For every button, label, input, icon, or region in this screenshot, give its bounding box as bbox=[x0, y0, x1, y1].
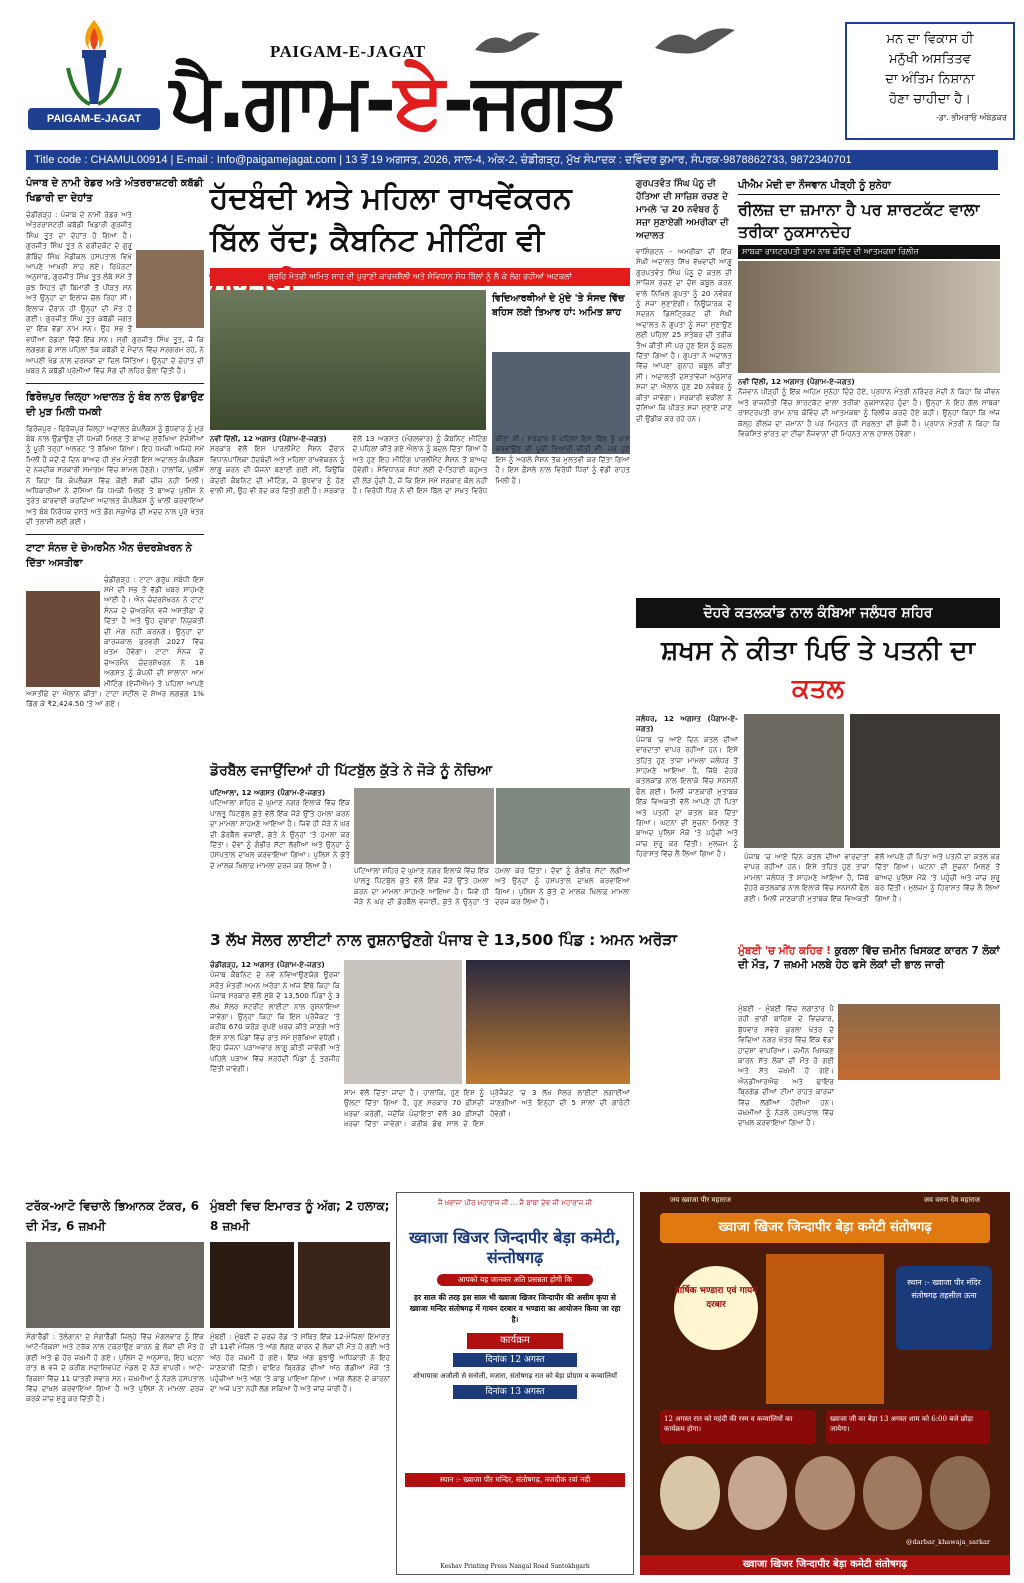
article-strip: ਸਾਬਕਾ ਰਾਸ਼ਟਰਪਤੀ ਰਾਮ ਨਾਥ ਕੋਵਿੰਦ ਦੀ ਆਤਮਕਥਾ ਰਿਲੀਜ਼ bbox=[738, 245, 1000, 259]
mumbai-rain-headline: ਮੁੰਬਈ 'ਚ ਮੀਂਹ ਕਹਿਰ ! ਕੁਰਲਾ ਵਿੱਚ ਜ਼ਮੀਨ ਖਿਸਕਣ ਕਾਰਨ 7 ਲੋਕਾਂ ਦੀ ਮੌਤ, 7 ਜ਼ਖ਼ਮੀ ਮਲਬੇ ਹੇਠ ਫਸੇ ਲੋਕਾਂ ਦੀ ਭਾਲ ਜਾਰੀ bbox=[738, 945, 1000, 971]
ad-title: ख्वाजा खिजर जिन्दापीर बेड़ा कमेटी, संन्तोषगढ़ bbox=[409, 1228, 621, 1267]
landslide-photo bbox=[838, 1004, 1000, 1080]
jalandhar-headline: ਸ਼ਖਸ ਨੇ ਕੀਤਾ ਪਿਓ ਤੇ ਪਤਨੀ ਦਾ ਕਤਲ bbox=[661, 636, 975, 704]
mumbai-rain-body: ਮੁੰਬਈ - ਮੁੰਬਈ ਵਿੱਚ ਲਗਾਤਾਰ ਪੈ ਰਹੀ ਭਾਰੀ ਬਾਰਿਸ਼ ਦੇ ਵਿਚਕਾਰ, ਬੁੱਧਵਾਰ ਸਵੇਰੇ ਕੁਰਲਾ ਖੇਤਰ ਦੇ ਵਿਦਿਆ ਨਗਰ ਖੇਤਰ ਵਿੱਚ ਇੱਕ ਵੱਡਾ ਹਾਦਸਾ ਵਾਪਰਿਆ। ਜ਼ਮੀਨ ਖਿਸਕਣ ਕਾਰਨ ਸੱਤ ਲੋਕਾਂ ਦੀ ਮੌਤ ਹੋ ਗਈ ਅਤੇ ਸੱਤ ਜ਼ਖ਼ਮੀ ਹੋ ਗਏ। ਐਨਡੀਆਰਐਫ ਅਤੇ ਫਾਇਰ ਬ੍ਰਿਗੇਡ ਦੀਆਂ ਟੀਮਾਂ ਰਾਹਤ ਕਾਰਜਾਂ ਵਿੱਚ ਲੱਗੀਆਂ ਹੋਈਆਂ ਹਨ। ਜ਼ਖ਼ਮੀਆਂ ਨੂੰ ਨੇੜਲੇ ਹਸਪਤਾਲ ਵਿੱਚ ਦਾਖ਼ਲ ਕਰਵਾਇਆ ਗਿਆ ਹੈ। bbox=[738, 1004, 834, 1128]
title-part-3: -ਜਗਤ bbox=[442, 56, 618, 145]
ad2-badge: वार्षिक भण्डारा एवं गायन दरबार bbox=[674, 1266, 758, 1350]
quote-line: ਮਨ ਦਾ ਵਿਕਾਸ ਹੀ bbox=[886, 32, 974, 47]
ad-subtitle: आपको यह जानकर अति प्रसन्नता होगी कि bbox=[437, 1274, 593, 1286]
ad2-info-2: ख्वाजा जी का बेड़ा 13 अगस्त शाम को 6:00 बजे छोड़ा जायेगा। bbox=[826, 1410, 990, 1444]
cctv-photo-1 bbox=[354, 788, 494, 864]
article-headline: ਰੀਲਜ਼ ਦਾ ਜ਼ਮਾਨਾ ਹੈ ਪਰ ਸ਼ਾਰਟਕੱਟ ਵਾਲਾ ਤਰੀਕਾ ਨੁਕਸਾਨਦੇਹ bbox=[738, 200, 980, 241]
quote-author: -ਡਾ. ਭੀਮਰਾਓ ਅੰਬੇਡਕਰ bbox=[935, 113, 1007, 122]
police-photo bbox=[744, 714, 844, 848]
headline-subtitle-strip: ਗ੍ਰਹਿ ਮੰਤਰੀ ਅਮਿਤ ਸ਼ਾਹ ਦੀ ਪੁਰਾਣੀ ਕਾਰਜਸ਼ੈਲੀ ਅਤੇ ਸੰਵਿਧਾਨ ਸੋਧ ਬਿੱਲਾਂ ਨੂੰ ਲੈ ਕੇ ਲੱਗ ਰਹੀਆਂ ਅਟਕਲਾਂ bbox=[210, 268, 630, 286]
article-body: ਵਾਸ਼ਿੰਗਟਨ - ਅਮਰੀਕਾ ਦੀ ਇੱਕ ਸੰਘੀ ਅਦਾਲਤ ਸਿੱਖ ਵੱਖਵਾਦੀ ਆਗੂ ਗੁਰਪਤਵੰਤ ਸਿੰਘ ਪੰਨੂ ਦੇ ਕਤਲ ਦੀ ਸਾਜ਼ਿਸ਼ ਰਚਣ ਦਾ ਦੋਸ਼ ਕਬੂਲ ਕਰਨ ਵਾਲੇ ਨਿਖਿਲ ਗੁਪਤਾ ਨੂੰ 20 ਨਵੰਬਰ ਨੂੰ ਸਜ਼ਾ ਸੁਣਾਏਗੀ। ਨਿਊਯਾਰਕ ਦੇ ਸਦਰਨ ਡਿਸਟ੍ਰਿਕਟ ਦੀ ਸੰਘੀ ਅਦਾਲਤ ਨੇ ਗੁਪਤਾ ਨੂੰ ਸਜ਼ਾ ਸੁਣਾਉਣ ਲਈ ਪਹਿਲਾਂ 25 ਸਤੰਬਰ ਦੀ ਤਰੀਕ ਤੈਅ ਕੀਤੀ ਸੀ ਪਰ ਹੁਣ ਇਸ ਨੂੰ ਬਦਲ ਦਿੱਤਾ ਗਿਆ ਹੈ। ਗੁਪਤਾ ਨੇ ਅਦਾਲਤ ਵਿੱਚ ਆਪਣਾ ਗੁਨਾਹ ਕਬੂਲ ਕੀਤਾ ਸੀ। ਅਦਾਲਤੀ ਦਸਤਾਵੇਜ਼ਾਂ ਅਨੁਸਾਰ ਸਜ਼ਾ ਦਾ ਐਲਾਨ ਹੁਣ 20 ਨਵੰਬਰ ਨੂੰ ਕੀਤਾ ਜਾਵੇਗਾ। ਸਰਕਾਰੀ ਵਕੀਲਾਂ ਨੇ ਦੱਸਿਆ ਕਿ ਪੀੜਤ ਸਜ਼ਾ ਸੁਣਾਏ ਜਾਣ ਦੀ ਉਡੀਕ ਕਰ ਰਹੇ ਹਨ। bbox=[636, 247, 732, 423]
modi-photo bbox=[738, 261, 1000, 373]
pitbull-headline: ਡੋਰਬੈੱਲ ਵਜਾਉਂਦਿਆਂ ਹੀ ਪਿੱਟਬੁੱਲ ਕੁੱਤੇ ਨੇ ਜੋੜੇ ਨੂੰ ਨੋਚਿਆ bbox=[210, 763, 493, 779]
solar-body: ਚੰਡੀਗੜ੍ਹ, 12 ਅਗਸਤ (ਪੈਗਾਮ-ਏ-ਜਗਤ) ਪੰਜਾਬ ਕੈਬਨਿਟ ਦੇ ਨਵੇਂ ਨਵਿਆਉਣਯੋਗ ਊਰਜਾ ਸਰੋਤ ਮੰਤਰੀ ਅਮਨ ਅਰੋੜਾ ਨੇ ਅੱਜ ਇੱਥੇ ਕਿਹਾ ਕਿ ਪੰਜਾਬ ਸਰਕਾਰ ਵੱਲੋਂ ਸੂਬੇ ਦੇ 13,500 ਪਿੰਡਾਂ ਨੂੰ 3 ਲੱਖ ਸੋਲਰ ਸਟਰੀਟ ਲਾਈਟਾਂ ਨਾਲ ਰੁਸ਼ਨਾਇਆ ਜਾਵੇਗਾ। ਉਨ੍ਹਾਂ ਕਿਹਾ ਕਿ ਇਸ ਪ੍ਰੋਜੈਕਟ 'ਤੇ ਕਰੀਬ 670 ਕਰੋੜ ਰੁਪਏ ਖ਼ਰਚ ਕੀਤੇ ਜਾਣਗੇ ਅਤੇ ਇਸ ਨਾਲ ਪਿੰਡਾਂ ਵਿੱਚ ਰਾਤ ਸਮੇਂ ਸੁਰੱਖਿਆ ਵਧੇਗੀ। ਇਹ ਯੋਜਨਾ ਪੜਾਅਵਾਰ ਲਾਗੂ ਕੀਤੀ ਜਾਵੇਗੀ ਅਤੇ ਪਹਿਲੇ ਪੜਾਅ ਵਿੱਚ ਸਰਹੱਦੀ ਪਿੰਡਾਂ ਨੂੰ ਤਰਜੀਹ ਦਿੱਤੀ ਜਾਵੇਗੀ। bbox=[210, 960, 340, 1074]
left-column bbox=[26, 176, 204, 1180]
pannu-column bbox=[636, 178, 732, 588]
quote-line: ਹੋਣਾ ਚਾਹੀਦਾ ਹੈ। bbox=[889, 92, 971, 107]
player-photo bbox=[136, 250, 204, 328]
portrait bbox=[660, 1456, 720, 1530]
jalandhar-banner: ਦੋਹਰੇ ਕਤਲਕਾਂਡ ਨਾਲ ਕੰਬਿਆ ਜਲੰਧਰ ਸ਼ਹਿਰ bbox=[636, 598, 1000, 628]
logo bbox=[24, 12, 164, 140]
title-part-2: ਏ bbox=[394, 56, 443, 145]
chairman-photo bbox=[26, 591, 100, 687]
ad-printer: Keshav Printing Press Nangal Road Santokhgarh bbox=[440, 1563, 590, 1570]
pitbull-body-2: ਪਟਿਆਲਾ ਸ਼ਹਿਰ ਦੇ ਘੁਮਾਣ ਨਗਰ ਇਲਾਕੇ ਵਿੱਚ ਇੱਕ ਪਾਲਤੂ ਪਿੱਟਬੁੱਲ ਕੁੱਤੇ ਵੱਲੋਂ ਇੱਕ ਜੋੜੇ ਉੱਤੇ ਹਮਲਾ ਕਰਨ ਦਾ ਮਾਮਲਾ ਸਾਹਮਣੇ ਆਇਆ ਹੈ। ਜਿਵੇਂ ਹੀ ਜੋੜੇ ਨੇ ਘਰ ਦੀ ਡੋਰਬੈੱਲ ਵਜਾਈ, ਕੁੱਤੇ ਨੇ ਉਨ੍ਹਾਂ 'ਤੇ ਹਮਲਾ ਕਰ ਦਿੱਤਾ। ਦੋਵਾਂ ਨੂੰ ਗੰਭੀਰ ਸੱਟਾਂ ਲੱਗੀਆਂ ਅਤੇ ਉਨ੍ਹਾਂ ਨੂੰ ਹਸਪਤਾਲ ਦਾਖ਼ਲ ਕਰਵਾਇਆ ਗਿਆ। ਪੁਲਿਸ ਨੇ ਕੁੱਤੇ ਦੇ ਮਾਲਕ ਖ਼ਿਲਾਫ਼ ਮਾਮਲਾ ਦਰਜ ਕਰ ਲਿਆ ਹੈ। bbox=[354, 866, 630, 907]
solar-headline: 3 ਲੱਖ ਸੋਲਰ ਲਾਈਟਾਂ ਨਾਲ ਰੁਸ਼ਨਾਉਣਗੇ ਪੰਜਾਬ ਦੇ 13,500 ਪਿੰਡ : ਅਮਨ ਅਰੋੜਾ bbox=[210, 931, 677, 949]
portrait bbox=[728, 1456, 788, 1530]
ad-day-1: दिनांक 12 अगस्त bbox=[453, 1353, 577, 1367]
fire-body: ਮੁੰਬਈ : ਮੁੰਬਈ ਦੇ ਚਰਚ ਰੋਡ 'ਤੇ ਸਥਿਤ ਇੱਕ 12-ਮੰਜ਼ਿਲਾ ਇਮਾਰਤ ਦੀ 11ਵੀਂ ਮੰਜ਼ਿਲ 'ਤੇ ਅੱਗ ਲੱਗਣ ਕਾਰਨ ਦੋ ਲੋਕਾਂ ਦੀ ਮੌਤ ਹੋ ਗਈ ਅਤੇ ਅੱਠ ਹੋਰ ਜ਼ਖ਼ਮੀ ਹੋ ਗਏ। ਇੱਕ ਅੱਗ ਬੁਝਾਊ ਅਧਿਕਾਰੀ ਨੇ ਇਹ ਜਾਣਕਾਰੀ ਦਿੱਤੀ। ਫਾਇਰ ਬ੍ਰਿਗੇਡ ਦੀਆਂ ਅੱਠ ਗੱਡੀਆਂ ਮੌਕੇ 'ਤੇ ਪਹੁੰਚੀਆਂ ਅਤੇ ਅੱਗ 'ਤੇ ਕਾਬੂ ਪਾਇਆ ਗਿਆ। ਅੱਗ ਲੱਗਣ ਦੇ ਕਾਰਨਾਂ ਦਾ ਅਜੇ ਪਤਾ ਨਹੀਂ ਲੱਗ ਸਕਿਆ ਹੈ ਅਤੇ ਜਾਂਚ ਜਾਰੀ ਹੈ। bbox=[210, 1332, 390, 1394]
title-part-1: ਪੈ.ਗਾਮ- bbox=[170, 56, 395, 145]
ad2-info-1: 12 अगस्त रात को महंदी की रस्म व कव्वालियों का कार्यक्रम होगा। bbox=[660, 1410, 816, 1444]
portrait bbox=[930, 1456, 990, 1530]
fire-photo-2 bbox=[298, 1242, 390, 1328]
ad-khwaja-khizar-1 bbox=[396, 1192, 634, 1575]
ad2-top: जय ख्वाजा पीर महाराज जय वरुण देव महाराज bbox=[670, 1196, 980, 1204]
newspaper-title bbox=[170, 58, 617, 144]
article-headline: ਫਿਰੋਜ਼ਪੁਰ ਜ਼ਿਲ੍ਹਾ ਅਦਾਲਤ ਨੂੰ ਬੰਬ ਨਾਲ ਉਡਾਉਣ ਦੀ ਮੁੜ ਮਿਲੀ ਧਮਕੀ bbox=[26, 391, 204, 418]
portrait bbox=[795, 1456, 855, 1530]
ad2-portraits bbox=[660, 1456, 990, 1530]
modi-article: ਪੀਐਮ ਮੋਦੀ ਦਾ ਨੌਜਵਾਨ ਪੀੜ੍ਹੀ ਨੂੰ ਸੁਨੇਹਾ ਰੀਲਜ਼ ਦਾ ਜ਼ਮਾਨਾ ਹੈ ਪਰ ਸ਼ਾਰਟਕੱਟ ਵਾਲਾ ਤਰੀਕਾ ਨੁਕਸਾਨਦੇਹ ਸਾਬਕਾ ਰਾਸ਼ਟਰਪਤੀ ਰਾਮ ਨਾਥ ਕੋਵਿੰਦ ਦੀ ਆਤਮਕਥਾ ਰਿਲੀਜ਼ ਨਵੀਂ ਦਿੱਲੀ, 12 ਅਗਸਤ (ਪੈਗਾਮ-ਏ-ਜਗਤ) ਨੌਜਵਾਨ ਪੀੜ੍ਹੀ ਨੂੰ ਇੱਕ ਅਹਿਮ ਸੁਨੇਹਾ ਦਿੰਦੇ ਹੋਏ, ਪ੍ਰਧਾਨ ਮੰਤਰੀ ਨਰਿੰਦਰ ਮੋਦੀ ਨੇ ਕਿਹਾ ਕਿ ਜੀਵਨ ਅਤੇ ਰਾਜਨੀਤੀ ਵਿੱਚ ਸ਼ਾਰਟਕੱਟ ਵਾਲਾ ਤਰੀਕਾ ਨੁਕਸਾਨਦੇਹ ਹੁੰਦਾ ਹੈ। ਉਨ੍ਹਾਂ ਨੇ ਇਹ ਗੱਲ ਸਾਬਕਾ ਰਾਸ਼ਟਰਪਤੀ ਰਾਮ ਨਾਥ ਕੋਵਿੰਦ ਦੀ ਆਤਮਕਥਾ ਨੂੰ ਰਿਲੀਜ਼ ਕਰਦੇ ਹੋਏ ਕਹੀ। ਉਨ੍ਹਾਂ ਕਿਹਾ ਕਿ ਅੱਜ ਕੱਲ੍ਹ ਰੀਲਜ਼ ਦਾ ਜ਼ਮਾਨਾ ਹੈ ਪਰ ਮਿਹਨਤ ਹੀ ਸਫ਼ਲਤਾ ਦੀ ਕੁੰਜੀ ਹੈ। ਪ੍ਰਧਾਨ ਮੰਤਰੀ ਨੇ ਕਿਹਾ ਕਿ ਵਿਕਸਿਤ ਭਾਰਤ ਦਾ ਟੀਚਾ ਨੌਜਵਾਨਾਂ ਦੀ ਮਿਹਨਤ ਨਾਲ ਹਾਸਲ ਹੋਵੇਗਾ। bbox=[738, 180, 1000, 439]
article-body: ਚੰਡੀਗੜ੍ਹ : ਟਾਟਾ ਗਰੁੱਪ ਸਬੰਧੀ ਇਸ ਸਮੇਂ ਦੀ ਸਭ ਤੋਂ ਵੱਡੀ ਖ਼ਬਰ ਸਾਹਮਣੇ ਆਈ ਹੈ। ਐਨ ਚੰਦਰਸ਼ੇਖਰਨ ਨੇ ਟਾਟਾ ਸੰਨਜ਼ ਦੇ ਚੇਅਰਮੈਨ ਵਜੋਂ ਅਸਤੀਫ਼ਾ ਦੇ ਦਿੱਤਾ ਹੈ ਅਤੇ ਉਹ ਦੁਬਾਰਾ ਨਿਯੁਕਤੀ ਦੀ ਮੰਗ ਨਹੀਂ ਕਰਨਗੇ। ਉਨ੍ਹਾਂ ਦਾ ਕਾਰਜਕਾਲ ਫਰਵਰੀ 2027 ਵਿੱਚ ਖ਼ਤਮ ਹੋਵੇਗਾ। ਟਾਟਾ ਸੰਨਜ਼ ਦੇ ਚੇਅਰਮੈਨ ਚੰਦਰਸ਼ੇਖਰਨ ਨੇ 18 ਅਗਸਤ ਨੂੰ ਕੰਪਨੀ ਦੀ ਸਾਲਾਨਾ ਆਮ ਮੀਟਿੰਗ (ਏਜੀਐਮ) ਤੋਂ ਪਹਿਲਾਂ ਆਪਣੇ ਅਸਤੀਫ਼ੇ ਦਾ ਐਲਾਨ ਕੀਤਾ। ਟਾਟਾ ਸਟੀਲ ਦੇ ਸ਼ੇਅਰ ਲਗਭਗ 1% ਡਿੱਗ ਕੇ ₹2,424.50 'ਤੇ ਆ ਗਏ। bbox=[26, 574, 204, 709]
accident-headline: ਟਰੱਕ-ਆਟੋ ਵਿਚਾਲੇ ਭਿਆਨਕ ਟੱਕਰ, 6 ਦੀ ਮੌਤ, 6 ਜ਼ਖ਼ਮੀ bbox=[26, 1199, 199, 1233]
english-title: PAIGAM-E-JAGAT bbox=[270, 42, 426, 61]
cctv-photo-2 bbox=[496, 788, 630, 864]
ad-place: स्थान :- ख्वाजा पीर मन्दिर, संतोषगढ़, नजदीक रवां नदी bbox=[405, 1473, 625, 1487]
ad-top-line: ਜੈ ਖ਼ਵਾਜਾ ਪੀਰ ਮਹਾਰਾਜ ਜੀ ... ਜੈ ਬਾਬਾ ਦੇਵ ਜੀ ਮਹਾਰਾਜ ਜੀ bbox=[437, 1199, 593, 1207]
logo-ribbon: PAIGAM-E-JAGAT bbox=[28, 108, 160, 130]
solar-body-2: ਸ਼ਾਮ ਵੱਲੋਂ ਦਿੱਤਾ ਜਾਂਦਾ ਹੈ। ਹਾਲਾਂਕਿ, ਹੁਣ ਇਸ ਨੂੰ ਉਲਟਾ ਦਿੱਤਾ ਗਿਆ ਹੈ, ਹੁਣ ਸਰਕਾਰ 70 ਫ਼ੀਸਦੀ ਖ਼ਰਚਾ ਕਰੇਗੀ, ਜਦੋਂਕਿ ਪੰਚਾਇਤਾਂ ਵੱਲੋਂ 30 ਫ਼ੀਸਦੀ ਖ਼ਰਚਾ ਦਿੱਤਾ ਜਾਵੇਗਾ। ਕਰੀਬ ਡੇਢ ਸਾਲ ਦੇ ਇਸ ਪ੍ਰੋਜੈਕਟ 'ਚ 3 ਲੱਖ ਸੋਲਰ ਲਾਈਟਾਂ ਲਗਾਈਆਂ ਜਾਣਗੀਆਂ ਅਤੇ ਇਨ੍ਹਾਂ ਦੀ 5 ਸਾਲਾਂ ਦੀ ਗਾਰੰਟੀ ਹੋਵੇਗੀ। bbox=[344, 1088, 630, 1129]
article-headline: ਪੰਜਾਬ ਦੇ ਨਾਮੀ ਰੇਡਰ ਅਤੇ ਅੰਤਰਰਾਸ਼ਟਰੀ ਕਬੱਡੀ ਖਿਡਾਰੀ ਦਾ ਦੇਹਾਂਤ bbox=[26, 178, 204, 204]
jalandhar-body-2: ਪੰਜਾਬ 'ਚ ਆਏ ਦਿਨ ਕਤਲ ਦੀਆਂ ਵਾਰਦਾਤਾਂ ਵਾਪਰ ਰਹੀਆਂ ਹਨ। ਇਸੇ ਤਹਿਤ ਹੁਣ ਤਾਜ਼ਾ ਮਾਮਲਾ ਜਲੰਧਰ ਤੋਂ ਸਾਹਮਣੇ ਆਇਆ ਹੈ, ਜਿੱਥੇ ਦੋਹਰੇ ਕਤਲਕਾਂਡ ਨਾਲ ਇਲਾਕੇ ਵਿੱਚ ਸਨਸਨੀ ਫੈਲ ਗਈ। ਮਿਲੀ ਜਾਣਕਾਰੀ ਮੁਤਾਬਕ ਇੱਕ ਵਿਅਕਤੀ ਵੱਲੋਂ ਆਪਣੇ ਹੀ ਪਿਤਾ ਅਤੇ ਪਤਨੀ ਦਾ ਕਤਲ ਕਰ ਦਿੱਤਾ ਗਿਆ। ਘਟਨਾ ਦੀ ਸੂਚਨਾ ਮਿਲਣ ਤੋਂ ਬਾਅਦ ਪੁਲਿਸ ਮੌਕੇ 'ਤੇ ਪਹੁੰਚੀ ਅਤੇ ਜਾਂਚ ਸ਼ੁਰੂ ਕਰ ਦਿੱਤੀ। ਮੁਲਜ਼ਮ ਨੂੰ ਹਿਰਾਸਤ ਵਿੱਚ ਲੈ ਲਿਆ ਗਿਆ ਹੈ। bbox=[744, 852, 1000, 903]
portrait bbox=[863, 1456, 923, 1530]
article-headline: ਗੁਰਪਤਵੰਤ ਸਿੰਘ ਪੰਨੂ ਦੀ ਹੱਤਿਆ ਦੀ ਸਾਜ਼ਿਸ਼ ਰਚਣ ਦੇ ਮਾਮਲੇ 'ਚ 20 ਨਵੰਬਰ ਨੂੰ ਸਜ਼ਾ ਸੁਣਾਏਗੀ ਅਮਰੀਕਾ ਦੀ ਅਦਾਲਤ bbox=[636, 179, 729, 241]
article-body: ਨੌਜਵਾਨ ਪੀੜ੍ਹੀ ਨੂੰ ਇੱਕ ਅਹਿਮ ਸੁਨੇਹਾ ਦਿੰਦੇ ਹੋਏ, ਪ੍ਰਧਾਨ ਮੰਤਰੀ ਨਰਿੰਦਰ ਮੋਦੀ ਨੇ ਕਿਹਾ ਕਿ ਜੀਵਨ ਅਤੇ ਰਾਜਨੀਤੀ ਵਿੱਚ ਸ਼ਾਰਟਕੱਟ ਵਾਲਾ ਤਰੀਕਾ ਨੁਕਸਾਨਦੇਹ ਹੁੰਦਾ ਹੈ। ਉਨ੍ਹਾਂ ਨੇ ਇਹ ਗੱਲ ਸਾਬਕਾ ਰਾਸ਼ਟਰਪਤੀ ਰਾਮ ਨਾਥ ਕੋਵਿੰਦ ਦੀ ਆਤਮਕਥਾ ਨੂੰ ਰਿਲੀਜ਼ ਕਰਦੇ ਹੋਏ ਕਹੀ। ਉਨ੍ਹਾਂ ਕਿਹਾ ਕਿ ਅੱਜ ਕੱਲ੍ਹ ਰੀਲਜ਼ ਦਾ ਜ਼ਮਾਨਾ ਹੈ ਪਰ ਮਿਹਨਤ ਹੀ ਸਫ਼ਲਤਾ ਦੀ ਕੁੰਜੀ ਹੈ। ਪ੍ਰਧਾਨ ਮੰਤਰੀ ਨੇ ਕਿਹਾ ਕਿ ਵਿਕਸਿਤ ਭਾਰਤ ਦਾ ਟੀਚਾ ਨੌਜਵਾਨਾਂ ਦੀ ਮਿਹਨਤ ਨਾਲ ਹਾਸਲ ਹੋਵੇਗਾ। bbox=[738, 387, 1000, 439]
ad-khwaja-khizar-2 bbox=[640, 1192, 1010, 1575]
article-body: ਫਿਰੋਜ਼ਪੁਰ - ਫਿਰੋਜ਼ਪੁਰ ਜ਼ਿਲ੍ਹਾ ਅਦਾਲਤ ਕੰਪਲੈਕਸ ਨੂੰ ਬੁੱਧਵਾਰ ਨੂੰ ਮੁੜ ਬੰਬ ਨਾਲ ਉਡਾਉਣ ਦੀ ਧਮਕੀ ਮਿਲਣ ਤੋਂ ਬਾਅਦ ਸੁਰੱਖਿਆ ਏਜੰਸੀਆਂ ਨੂੰ ਪੂਰੀ ਤਰ੍ਹਾਂ ਅਲਰਟ 'ਤੇ ਰੱਖਿਆ ਗਿਆ। ਇਹ ਧਮਕੀ ਅਜਿਹੇ ਸਮੇਂ ਮਿਲੀ ਹੈ ਜਦੋਂ ਦੋ ਦਿਨ ਬਾਅਦ ਹੀ ਮੁੱਖ ਮੰਤਰੀ ਇਸ ਅਦਾਲਤ ਕੰਪਲੈਕਸ ਦੇ ਨਜ਼ਦੀਕ ਸਰਕਾਰੀ ਸਮਾਗਮ ਵਿੱਚ ਸ਼ਾਮਲ ਹੋਣਗੇ। ਹਾਲਾਂਕਿ, ਪੁਲੀਸ ਨੇ ਕਿਹਾ ਕਿ ਕੰਪਲੈਕਸ ਵਿੱਚ ਕੋਈ ਸ਼ੱਕੀ ਚੀਜ਼ ਨਹੀਂ ਮਿਲੀ। ਅਧਿਕਾਰੀਆਂ ਨੇ ਦੱਸਿਆ ਕਿ ਧਮਕੀ ਮਿਲਣ ਤੋਂ ਬਾਅਦ ਪੁਲੀਸ ਨੇ ਤੁਰੰਤ ਕਾਰਵਾਈ ਕਰਦਿਆਂ ਅਦਾਲਤ ਕੰਪਲੈਕਸ ਨੂੰ ਖਾਲੀ ਕਰਵਾਇਆ ਅਤੇ ਬੰਬ ਨਿਰੋਧਕ ਦਸਤੇ ਅਤੇ ਡੌਗ ਸਕੁਐਡ ਦੀ ਮਦਦ ਨਾਲ ਪੂਰੇ ਖੇਤਰ ਦੀ ਤਲਾਸ਼ੀ ਲਈ ਗਈ। bbox=[26, 423, 204, 527]
main-headline: ਹੱਦਬੰਦੀ ਅਤੇ ਮਹਿਲਾ ਰਾਖਵੇਂਕਰਨ ਬਿੱਲ ਰੱਦ; ਕੈਬਨਿਟ ਮੀਟਿੰਗ ਵੀ bbox=[210, 181, 572, 258]
accused-photo bbox=[850, 714, 1000, 848]
masthead bbox=[0, 0, 1024, 150]
ad2-title: ख्वाजा खिजर जिन्दापीर बेड़ा कमेटी संतोषगढ़ bbox=[660, 1213, 990, 1243]
quote-box bbox=[845, 22, 1015, 140]
fire-photo-1 bbox=[210, 1242, 294, 1328]
ad-day-2: दिनांक 13 अगस्त bbox=[453, 1385, 577, 1399]
parliament-photo bbox=[210, 290, 486, 430]
quote-line: ਦਾ ਅੰਤਿਮ ਨਿਸ਼ਾਨਾ bbox=[885, 72, 975, 87]
pitbull-body: ਪਟਿਆਲਾ, 12 ਅਗਸਤ (ਪੈਗਾਮ-ਏ-ਜਗਤ) ਪਟਿਆਲਾ ਸ਼ਹਿਰ ਦੇ ਘੁਮਾਣ ਨਗਰ ਇਲਾਕੇ ਵਿੱਚ ਇੱਕ ਪਾਲਤੂ ਪਿੱਟਬੁੱਲ ਕੁੱਤੇ ਵੱਲੋਂ ਇੱਕ ਜੋੜੇ ਉੱਤੇ ਹਮਲਾ ਕਰਨ ਦਾ ਮਾਮਲਾ ਸਾਹਮਣੇ ਆਇਆ ਹੈ। ਜਿਵੇਂ ਹੀ ਜੋੜੇ ਨੇ ਘਰ ਦੀ ਡੋਰਬੈੱਲ ਵਜਾਈ, ਕੁੱਤੇ ਨੇ ਉਨ੍ਹਾਂ 'ਤੇ ਹਮਲਾ ਕਰ ਦਿੱਤਾ। ਦੋਵਾਂ ਨੂੰ ਗੰਭੀਰ ਸੱਟਾਂ ਲੱਗੀਆਂ ਅਤੇ ਉਨ੍ਹਾਂ ਨੂੰ ਹਸਪਤਾਲ ਦਾਖ਼ਲ ਕਰਵਾਇਆ ਗਿਆ। ਪੁਲਿਸ ਨੇ ਕੁੱਤੇ ਦੇ ਮਾਲਕ ਖ਼ਿਲਾਫ਼ ਮਾਮਲਾ ਦਰਜ ਕਰ ਲਿਆ ਹੈ। bbox=[210, 788, 350, 870]
fire-headline: ਮੁੰਬਈ ਵਿਚ ਇਮਾਰਤ ਨੂੰ ਅੱਗ; 2 ਹਲਾਕ; 8 ਜ਼ਖ਼ਮੀ bbox=[210, 1199, 390, 1233]
quote-line: ਮਨੁੱਖੀ ਅਸਤਿਤਵ bbox=[889, 52, 971, 67]
ad2-place: स्थान :- ख्वाजा पीर मंदिर संतोषगढ़ तहसील ऊना bbox=[896, 1266, 992, 1350]
ad-program-title: कार्यक्रम bbox=[467, 1333, 563, 1349]
ad-body: हर साल की तरह इस साल भी ख्वाजा खिजर जिन्दापीर की असीम कृपा से ख्वाजा मन्दिर संतोषगढ़ में गायन दरबार व भण्डारा का आयोजन किया जा रहा है। bbox=[409, 1293, 621, 1324]
article-body: ਚੰਡੀਗੜ੍ਹ : ਪੰਜਾਬ ਦੇ ਨਾਮੀ ਰੇਡਰ ਅਤੇ ਅੰਤਰਰਾਸ਼ਟਰੀ ਕਬੱਡੀ ਖਿਡਾਰੀ ਗੁਰਜੀਤ ਸਿੰਘ ਤੂਤ ਦਾ ਦੇਹਾਂਤ ਹੋ ਗਿਆ ਹੈ। ਗੁਰਜੀਤ ਸਿੰਘ ਤੂਤ ਨੇ ਫਰੀਦਕੋਟ ਦੇ ਗੁਰੂ ਗੋਬਿੰਦ ਸਿੰਘ ਮੈਡੀਕਲ ਹਸਪਤਾਲ ਵਿਖੇ ਆਪਣੇ ਆਖ਼ਰੀ ਸਾਹ ਲਏ। ਰਿਪੋਰਟਾਂ ਅਨੁਸਾਰ, ਗੁਰਜੀਤ ਸਿੰਘ ਤੂਤ ਲੰਬੇ ਸਮੇਂ ਤੋਂ ਕੁਝ ਸਿਹਤ ਦੀ ਬਿਮਾਰੀ ਤੋਂ ਪੀੜਤ ਸਨ ਅਤੇ ਉਨ੍ਹਾਂ ਦਾ ਇਲਾਜ ਚੱਲ ਰਿਹਾ ਸੀ। ਇਲਾਜ ਦੌਰਾਨ ਹੀ ਉਨ੍ਹਾਂ ਦੀ ਮੌਤ ਹੋ ਗਈ। ਗੁਰਜੀਤ ਸਿੰਘ ਤੂਤ ਕਬੱਡੀ ਜਗਤ ਦਾ ਇੱਕ ਵੱਡਾ ਨਾਮ ਸਨ। ਉਹ ਸਭ ਤੋਂ ਵਧੀਆ ਰੇਡਰਾਂ ਵਿੱਚੋਂ ਇੱਕ ਸਨ। ਸ੍ਰੀ ਗੁਰਜੀਤ ਸਿੰਘ ਤੂਤ, ਜੋ ਕਿ ਲਗਭਗ ਛੇ ਸਾਲ ਪਹਿਲਾਂ ਤੱਕ ਕਬੱਡੀ ਦੇ ਮੈਦਾਨ ਵਿੱਚ ਸਰਗਰਮ ਰਹੇ, ਨੇ ਆਪਣੀ ਖੇਡ ਨਾਲ ਦਰਸ਼ਕਾਂ ਦਾ ਦਿਲ ਜਿੱਤਿਆ। ਉਨ੍ਹਾਂ ਦੇ ਦੇਹਾਂਤ ਦੀ ਖ਼ਬਰ ਨੇ ਕਬੱਡੀ ਪ੍ਰੇਮੀਆਂ ਵਿੱਚ ਸੋਗ ਦੀ ਲਹਿਰ ਫੈਲਾ ਦਿੱਤੀ ਹੈ। bbox=[26, 210, 204, 376]
article-headline: ਟਾਟਾ ਸੰਨਜ਼ ਦੇ ਚੇਅਰਮੈਨ ਐਨ ਚੰਦਰਸ਼ੇਖਰਨ ਨੇ ਦਿੱਤਾ ਅਸਤੀਫਾ bbox=[26, 542, 192, 569]
ad-day-1-text: शोभायात्रा अजौली से सनोली, मजारा, संतोषगढ़ रात को बेड़ा प्रोग्राम व कव्वालियाँ bbox=[413, 1372, 617, 1380]
ad2-handle: @darbar_khawaja_sarkar bbox=[906, 1538, 990, 1546]
ad2-shrine-photo bbox=[766, 1254, 884, 1404]
aman-arora-photo bbox=[344, 960, 462, 1084]
article-kicker: ਪੀਐਮ ਮੋਦੀ ਦਾ ਨੌਜਵਾਨ ਪੀੜ੍ਹੀ ਨੂੰ ਸੁਨੇਹਾ bbox=[738, 178, 1000, 195]
ad2-footer: ख्वाजा खिजर जिन्दापीर बेड़ा कमेटी संतोषगढ़ bbox=[640, 1555, 1010, 1575]
main-article-body: ਨਵੀਂ ਦਿੱਲੀ, 12 ਅਗਸਤ (ਪੈਗਾਮ-ਏ-ਜਗਤ) ਸਰਕਾਰ ਵੱਲੋਂ ਇਸ ਪਾਰਲੀਮੈਂਟ ਸੈਸ਼ਨ ਦੌਰਾਨ ਵਿਧਾਨਪਾਲਿਕਾ ਹੱਦਬੰਦੀ ਅਤੇ ਮਹਿਲਾ ਰਾਖਵੇਂਕਰਨ ਨੂੰ ਲਾਗੂ ਕਰਨ ਦੀ ਯੋਜਨਾ ਬਣਾਈ ਗਈ ਸੀ, ਕਿਉਂਕਿ ਕੇਂਦਰੀ ਕੈਬਨਿਟ ਦੀ ਮੀਟਿੰਗ, ਜੋ ਬੁੱਧਵਾਰ ਨੂੰ ਹੋਣ ਵਾਲੀ ਸੀ, ਉਹ ਵੀ ਰੱਦ ਕਰ ਦਿੱਤੀ ਗਈ ਹੈ। ਸਰਕਾਰ ਵੱਲੋਂ 13 ਅਗਸਤ (ਮੰਗਲਵਾਰ) ਨੂੰ ਕੈਬਨਿਟ ਮੀਟਿੰਗ ਦੇ ਪਹਿਲਾਂ ਕੀਤੇ ਗਏ ਐਲਾਨ ਨੂੰ ਬਦਲ ਦਿੱਤਾ ਗਿਆ ਹੈ ਅਤੇ ਹੁਣ ਇਹ ਮੀਟਿੰਗ ਪਾਰਲੀਮੈਂਟ ਸੈਸ਼ਨ ਤੋਂ ਬਾਅਦ ਹੋਵੇਗੀ। ਸੰਵਿਧਾਨਕ ਸੋਧਾਂ ਲਈ ਦੋ-ਤਿਹਾਈ ਬਹੁਮਤ ਦੀ ਲੋੜ ਹੁੰਦੀ ਹੈ, ਜੋ ਕਿ ਇਸ ਸਮੇਂ ਸਰਕਾਰ ਕੋਲ ਨਹੀਂ ਹੈ। ਵਿਰੋਧੀ ਧਿਰ ਨੇ ਵੀ ਇਸ ਬਿੱਲ ਦਾ ਸਖ਼ਤ ਵਿਰੋਧ ਕੀਤਾ ਸੀ। ਸਰਕਾਰ ਨੇ ਪਹਿਲਾਂ ਇਸ ਬਿੱਲ ਨੂੰ ਪਾਸ ਕਰਵਾਉਣ ਦੀ ਪੂਰੀ ਤਿਆਰੀ ਕੀਤੀ ਸੀ, ਪਰ ਹੁਣ ਇਸ ਨੂੰ ਅਗਲੇ ਸੈਸ਼ਨ ਤੱਕ ਮੁਲਤਵੀ ਕਰ ਦਿੱਤਾ ਗਿਆ ਹੈ। ਇਸ ਫ਼ੈਸਲੇ ਨਾਲ ਵਿਰੋਧੀ ਧਿਰਾਂ ਨੂੰ ਵੱਡੀ ਰਾਹਤ ਮਿਲੀ ਹੈ। bbox=[210, 434, 630, 496]
info-bar: Title code : CHAMUL00914 | E-mail : Info@paigamejagat.com | 13 ਤੋਂ 19 ਅਗਸਤ, 2026, ਸਾਲ-4, ਅੰਕ-2, ਚੰਡੀਗੜ੍ਹ, ਮੁੱਖ ਸੰਪਾਦਕ : ਦਵਿੰਦਰ ਕੁਮਾਰ, ਸੰਪਰਕ-9878862733, 9872340701 bbox=[26, 150, 998, 170]
truck-photo bbox=[26, 1242, 204, 1328]
accident-body: ਸੰਗਾਰੈੱਡੀ : ਤੇਲੰਗਾਨਾ ਦੇ ਸੰਗਾਰੈੱਡੀ ਜ਼ਿਲ੍ਹੇ ਵਿੱਚ ਮੰਗਲਵਾਰ ਨੂੰ ਇੱਕ ਆਟੋ-ਰਿਕਸ਼ਾ ਅਤੇ ਟਰੱਕ ਨਾਲ ਟਕਰਾਉਣ ਕਾਰਨ ਛੇ ਲੋਕਾਂ ਦੀ ਮੌਤ ਹੋ ਗਈ ਅਤੇ ਛੇ ਹੋਰ ਜ਼ਖ਼ਮੀ ਹੋ ਗਏ। ਪੁਲਿਸ ਦੇ ਅਨੁਸਾਰ, ਇਹ ਘਟਨਾ ਰਾਤ 8 ਵਜੇ ਦੇ ਕਰੀਬ ਸਦਾਸ਼ਿਵਪੇਟ ਮੰਡਲ ਦੇ ਨੇੜੇ ਵਾਪਰੀ। ਆਟੋ-ਰਿਕਸ਼ਾ ਵਿੱਚ 11 ਯਾਤਰੀ ਸਵਾਰ ਸਨ। ਜ਼ਖ਼ਮੀਆਂ ਨੂੰ ਨੇੜਲੇ ਹਸਪਤਾਲ ਵਿੱਚ ਦਾਖ਼ਲ ਕਰਵਾਇਆ ਗਿਆ ਹੈ ਅਤੇ ਪੁਲਿਸ ਨੇ ਮਾਮਲਾ ਦਰਜ ਕਰਕੇ ਜਾਂਚ ਸ਼ੁਰੂ ਕਰ ਦਿੱਤੀ ਹੈ। bbox=[26, 1332, 204, 1404]
torch-icon bbox=[62, 18, 126, 108]
solar-lights-photo bbox=[466, 960, 630, 1084]
side-headline: ਵਿਦਿਆਰਥੀਆਂ ਦੇ ਮੁੱਦੇ 'ਤੇ ਸੰਸਦ ਵਿੱਚ ਬਹਿਸ ਲਈ ਤਿਆਰ ਹਾਂ: ਅਮਿਤ ਸ਼ਾਹ bbox=[492, 293, 625, 318]
jalandhar-body: ਜਲੰਧਰ, 12 ਅਗਸਤ (ਪੈਗਾਮ-ਏ-ਜਗਤ) ਪੰਜਾਬ 'ਚ ਆਏ ਦਿਨ ਕਤਲ ਦੀਆਂ ਵਾਰਦਾਤਾਂ ਵਾਪਰ ਰਹੀਆਂ ਹਨ। ਇਸੇ ਤਹਿਤ ਹੁਣ ਤਾਜ਼ਾ ਮਾਮਲਾ ਜਲੰਧਰ ਤੋਂ ਸਾਹਮਣੇ ਆਇਆ ਹੈ, ਜਿੱਥੇ ਦੋਹਰੇ ਕਤਲਕਾਂਡ ਨਾਲ ਇਲਾਕੇ ਵਿੱਚ ਸਨਸਨੀ ਫੈਲ ਗਈ। ਮਿਲੀ ਜਾਣਕਾਰੀ ਮੁਤਾਬਕ ਇੱਕ ਵਿਅਕਤੀ ਵੱਲੋਂ ਆਪਣੇ ਹੀ ਪਿਤਾ ਅਤੇ ਪਤਨੀ ਦਾ ਕਤਲ ਕਰ ਦਿੱਤਾ ਗਿਆ। ਘਟਨਾ ਦੀ ਸੂਚਨਾ ਮਿਲਣ ਤੋਂ ਬਾਅਦ ਪੁਲਿਸ ਮੌਕੇ 'ਤੇ ਪਹੁੰਚੀ ਅਤੇ ਜਾਂਚ ਸ਼ੁਰੂ ਕਰ ਦਿੱਤੀ। ਮੁਲਜ਼ਮ ਨੂੰ ਹਿਰਾਸਤ ਵਿੱਚ ਲੈ ਲਿਆ ਗਿਆ ਹੈ। bbox=[636, 714, 738, 859]
